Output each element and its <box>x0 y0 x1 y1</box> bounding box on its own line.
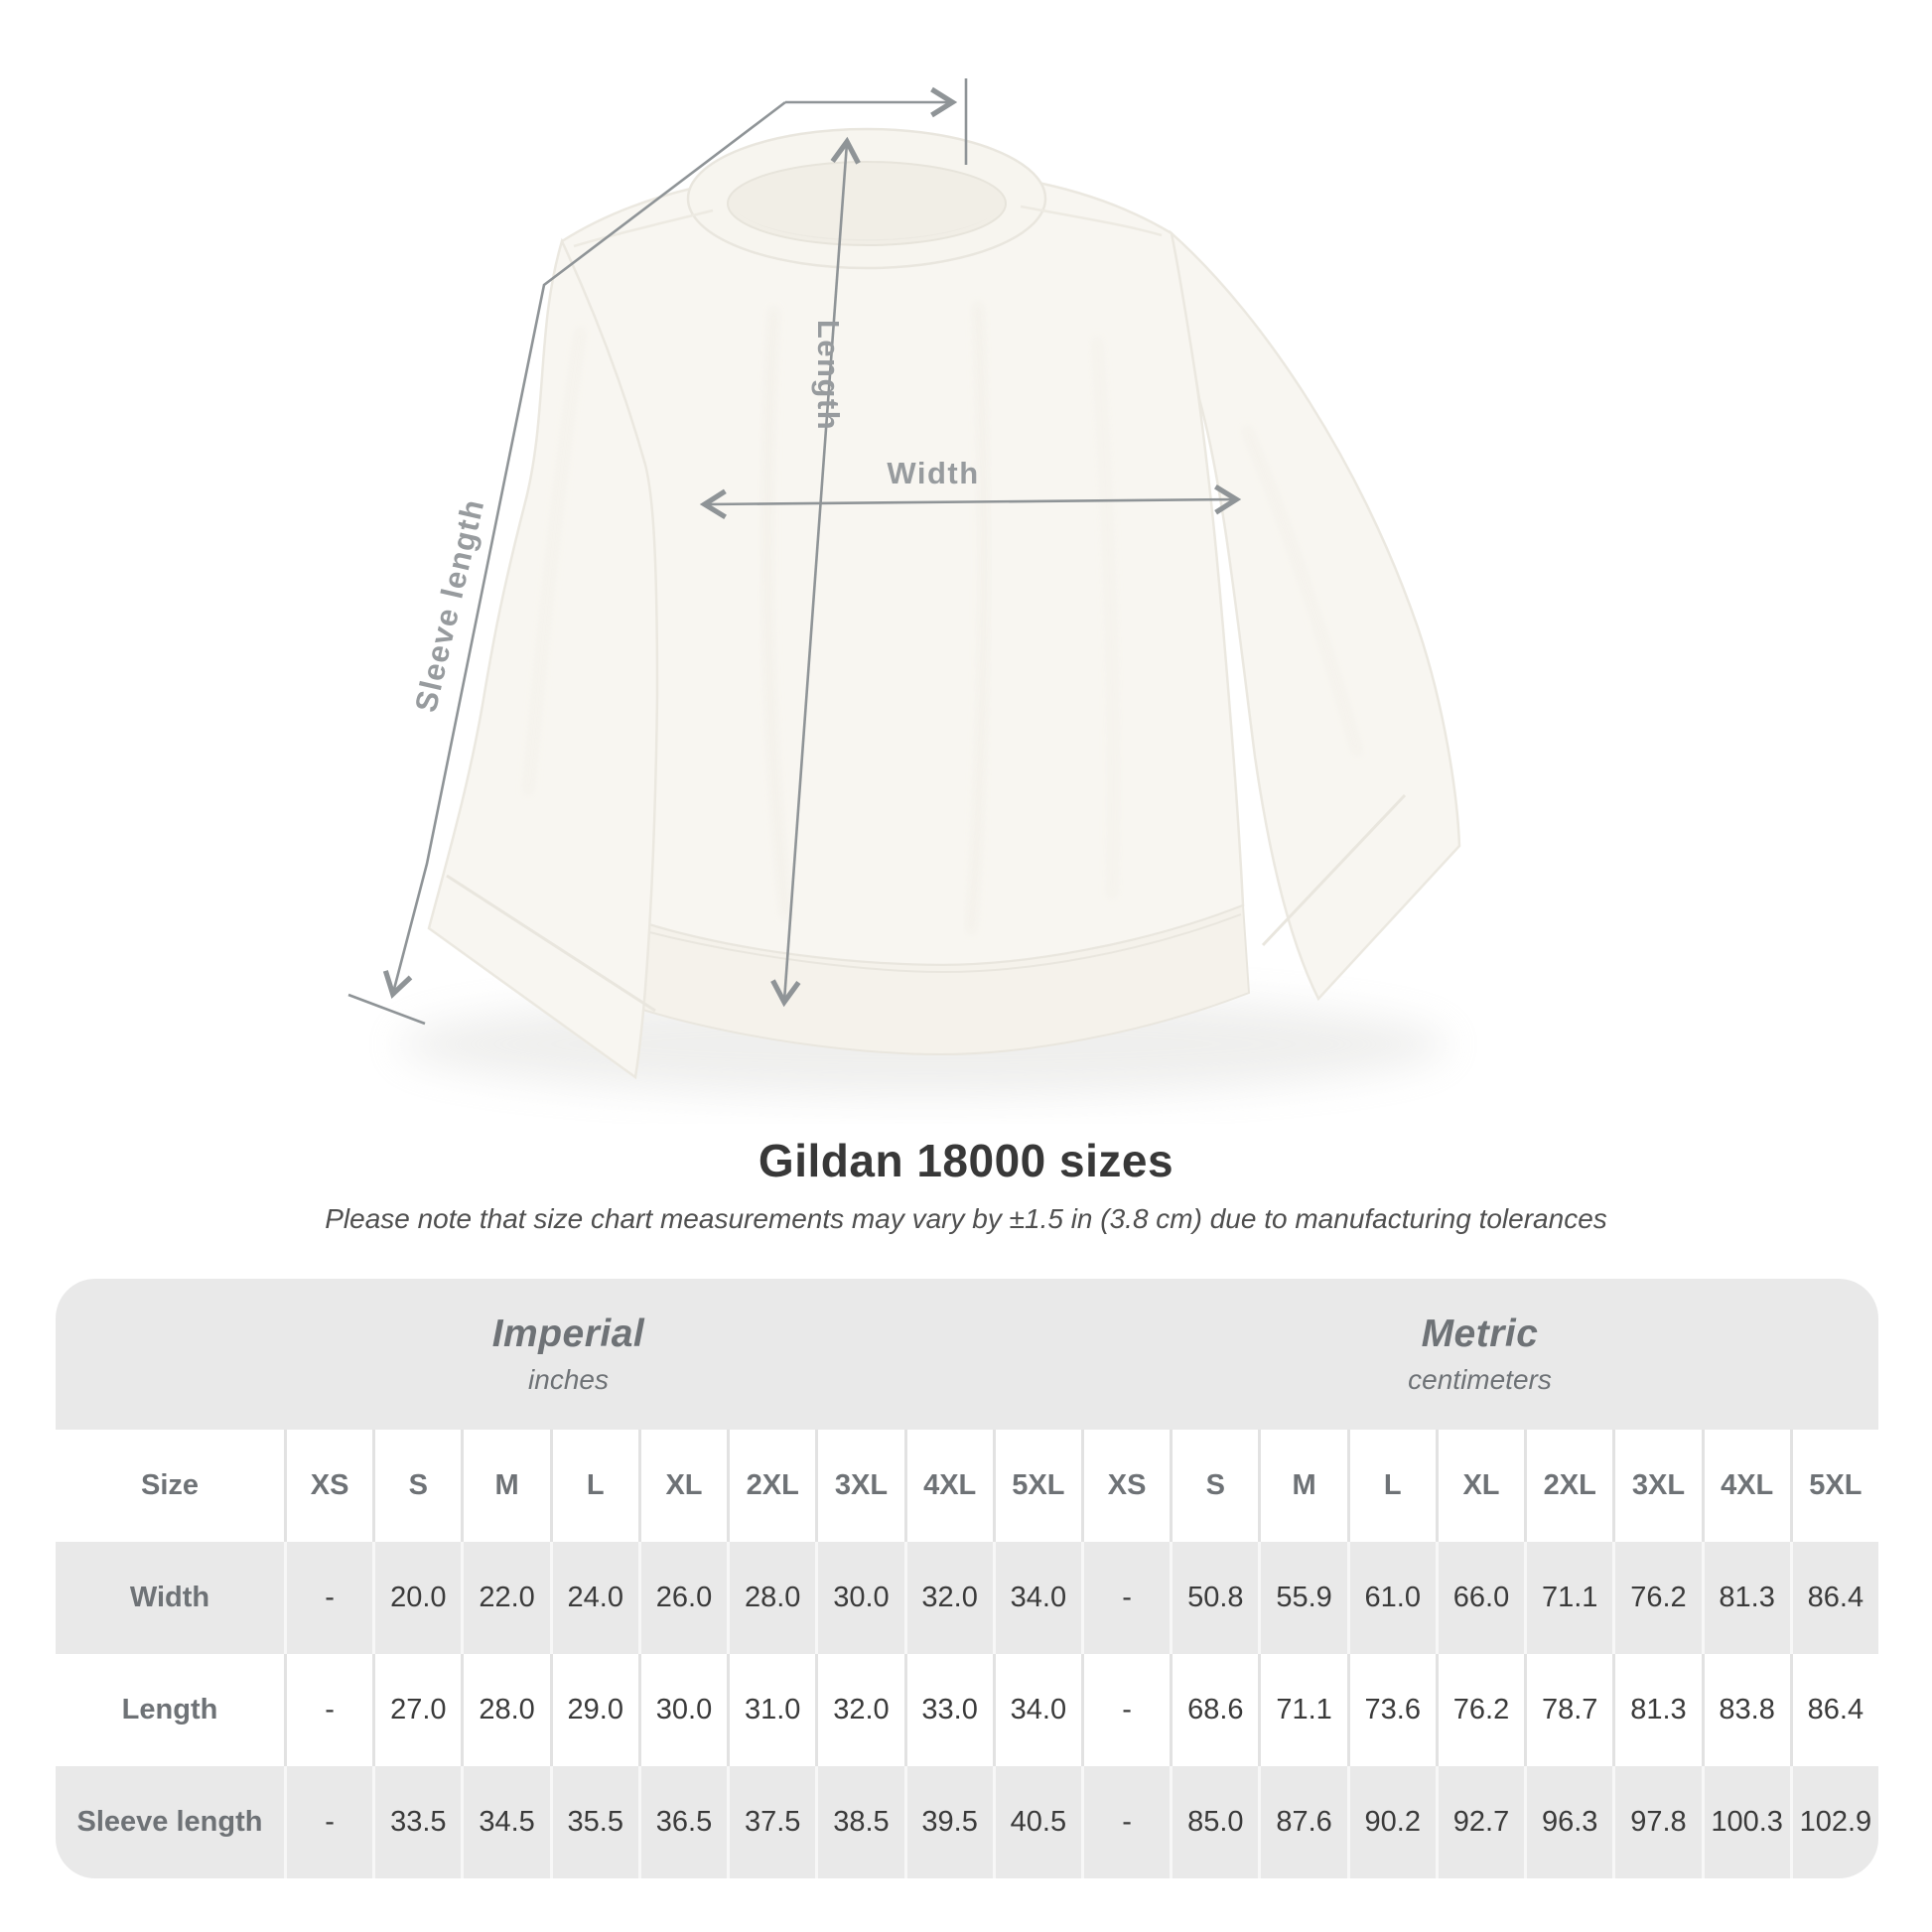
metric-section-header <box>1081 1279 1878 1430</box>
imperial-size-header-3XL: 3XL <box>815 1430 903 1542</box>
metric-value: 85.0 <box>1170 1766 1258 1878</box>
metric-value: 97.8 <box>1612 1766 1701 1878</box>
imperial-value: 33.0 <box>904 1654 993 1766</box>
size-table <box>56 1279 1878 1878</box>
imperial-value: 36.5 <box>638 1766 727 1878</box>
metric-size-header-XS: XS <box>1081 1430 1170 1542</box>
imperial-size-header-4XL: 4XL <box>904 1430 993 1542</box>
metric-title: Metric <box>1421 1312 1539 1355</box>
sleeve-length-measure-label: Sleeve length <box>408 494 491 716</box>
imperial-value: 34.5 <box>461 1766 549 1878</box>
length-measure-label: Length <box>811 319 846 432</box>
metric-size-header-M: M <box>1258 1430 1346 1542</box>
metric-value: 83.8 <box>1702 1654 1790 1766</box>
imperial-value: - <box>284 1654 372 1766</box>
imperial-value: 20.0 <box>372 1542 461 1654</box>
imperial-value: 34.0 <box>993 1542 1081 1654</box>
row-label: Width <box>56 1542 284 1654</box>
imperial-value: 30.0 <box>815 1542 903 1654</box>
metric-size-header-XL: XL <box>1436 1430 1524 1542</box>
imperial-value: 32.0 <box>904 1542 993 1654</box>
imperial-size-header-XL: XL <box>638 1430 727 1542</box>
metric-value: 81.3 <box>1702 1542 1790 1654</box>
imperial-size-header-S: S <box>372 1430 461 1542</box>
imperial-size-header-XS: XS <box>284 1430 372 1542</box>
metric-value: 55.9 <box>1258 1542 1346 1654</box>
imperial-section-header <box>56 1279 1081 1430</box>
page-title: Gildan 18000 sizes <box>758 1135 1174 1186</box>
metric-size-header-5XL: 5XL <box>1790 1430 1878 1542</box>
imperial-value: 33.5 <box>372 1766 461 1878</box>
metric-value: 68.6 <box>1170 1654 1258 1766</box>
imperial-value: 34.0 <box>993 1654 1081 1766</box>
imperial-value: 28.0 <box>727 1542 815 1654</box>
metric-value: 102.9 <box>1790 1766 1878 1878</box>
size-table-grid <box>56 1430 1878 1878</box>
imperial-value: 26.0 <box>638 1542 727 1654</box>
imperial-value: 30.0 <box>638 1654 727 1766</box>
metric-value: 78.7 <box>1524 1654 1612 1766</box>
imperial-value: 27.0 <box>372 1654 461 1766</box>
metric-value: 76.2 <box>1436 1654 1524 1766</box>
imperial-value: - <box>284 1542 372 1654</box>
metric-value: 87.6 <box>1258 1766 1346 1878</box>
imperial-value: 29.0 <box>550 1654 638 1766</box>
sweatshirt-body <box>562 169 1249 1054</box>
imperial-size-header-L: L <box>550 1430 638 1542</box>
metric-size-header-S: S <box>1170 1430 1258 1542</box>
tolerance-note: Please note that size chart measurements may vary by ±1.5 in (3.8 cm) due to manufacturing tolerances <box>325 1203 1607 1234</box>
metric-size-header-L: L <box>1347 1430 1436 1542</box>
row-label: Sleeve length <box>56 1766 284 1878</box>
metric-value: - <box>1081 1766 1170 1878</box>
caption <box>0 1134 1932 1235</box>
imperial-value: 37.5 <box>727 1766 815 1878</box>
metric-value: 76.2 <box>1612 1542 1701 1654</box>
imperial-value: 38.5 <box>815 1766 903 1878</box>
row-label: Length <box>56 1654 284 1766</box>
metric-value: 71.1 <box>1524 1542 1612 1654</box>
metric-value: 92.7 <box>1436 1766 1524 1878</box>
metric-size-header-2XL: 2XL <box>1524 1430 1612 1542</box>
metric-value: 96.3 <box>1524 1766 1612 1878</box>
metric-size-header-4XL: 4XL <box>1702 1430 1790 1542</box>
metric-value: - <box>1081 1654 1170 1766</box>
metric-value: 73.6 <box>1347 1654 1436 1766</box>
metric-size-header-3XL: 3XL <box>1612 1430 1701 1542</box>
imperial-size-header-2XL: 2XL <box>727 1430 815 1542</box>
width-measure-label: Width <box>887 456 980 490</box>
metric-value: 86.4 <box>1790 1542 1878 1654</box>
size-header-cell: Size <box>56 1430 284 1542</box>
metric-value: 100.3 <box>1702 1766 1790 1878</box>
imperial-value: 22.0 <box>461 1542 549 1654</box>
imperial-subtitle: inches <box>528 1364 609 1395</box>
imperial-size-header-M: M <box>461 1430 549 1542</box>
metric-value: 71.1 <box>1258 1654 1346 1766</box>
metric-value: 50.8 <box>1170 1542 1258 1654</box>
imperial-value: 35.5 <box>550 1766 638 1878</box>
unit-header-band <box>56 1279 1878 1430</box>
metric-value: 81.3 <box>1612 1654 1701 1766</box>
imperial-value: - <box>284 1766 372 1878</box>
metric-value: 90.2 <box>1347 1766 1436 1878</box>
imperial-value: 31.0 <box>727 1654 815 1766</box>
metric-value: 61.0 <box>1347 1542 1436 1654</box>
metric-value: 66.0 <box>1436 1542 1524 1654</box>
imperial-value: 24.0 <box>550 1542 638 1654</box>
imperial-value: 40.5 <box>993 1766 1081 1878</box>
metric-value: - <box>1081 1542 1170 1654</box>
imperial-value: 39.5 <box>904 1766 993 1878</box>
imperial-value: 32.0 <box>815 1654 903 1766</box>
imperial-value: 28.0 <box>461 1654 549 1766</box>
imperial-size-header-5XL: 5XL <box>993 1430 1081 1542</box>
imperial-title: Imperial <box>491 1312 645 1355</box>
metric-subtitle: centimeters <box>1408 1364 1552 1395</box>
metric-value: 86.4 <box>1790 1654 1878 1766</box>
